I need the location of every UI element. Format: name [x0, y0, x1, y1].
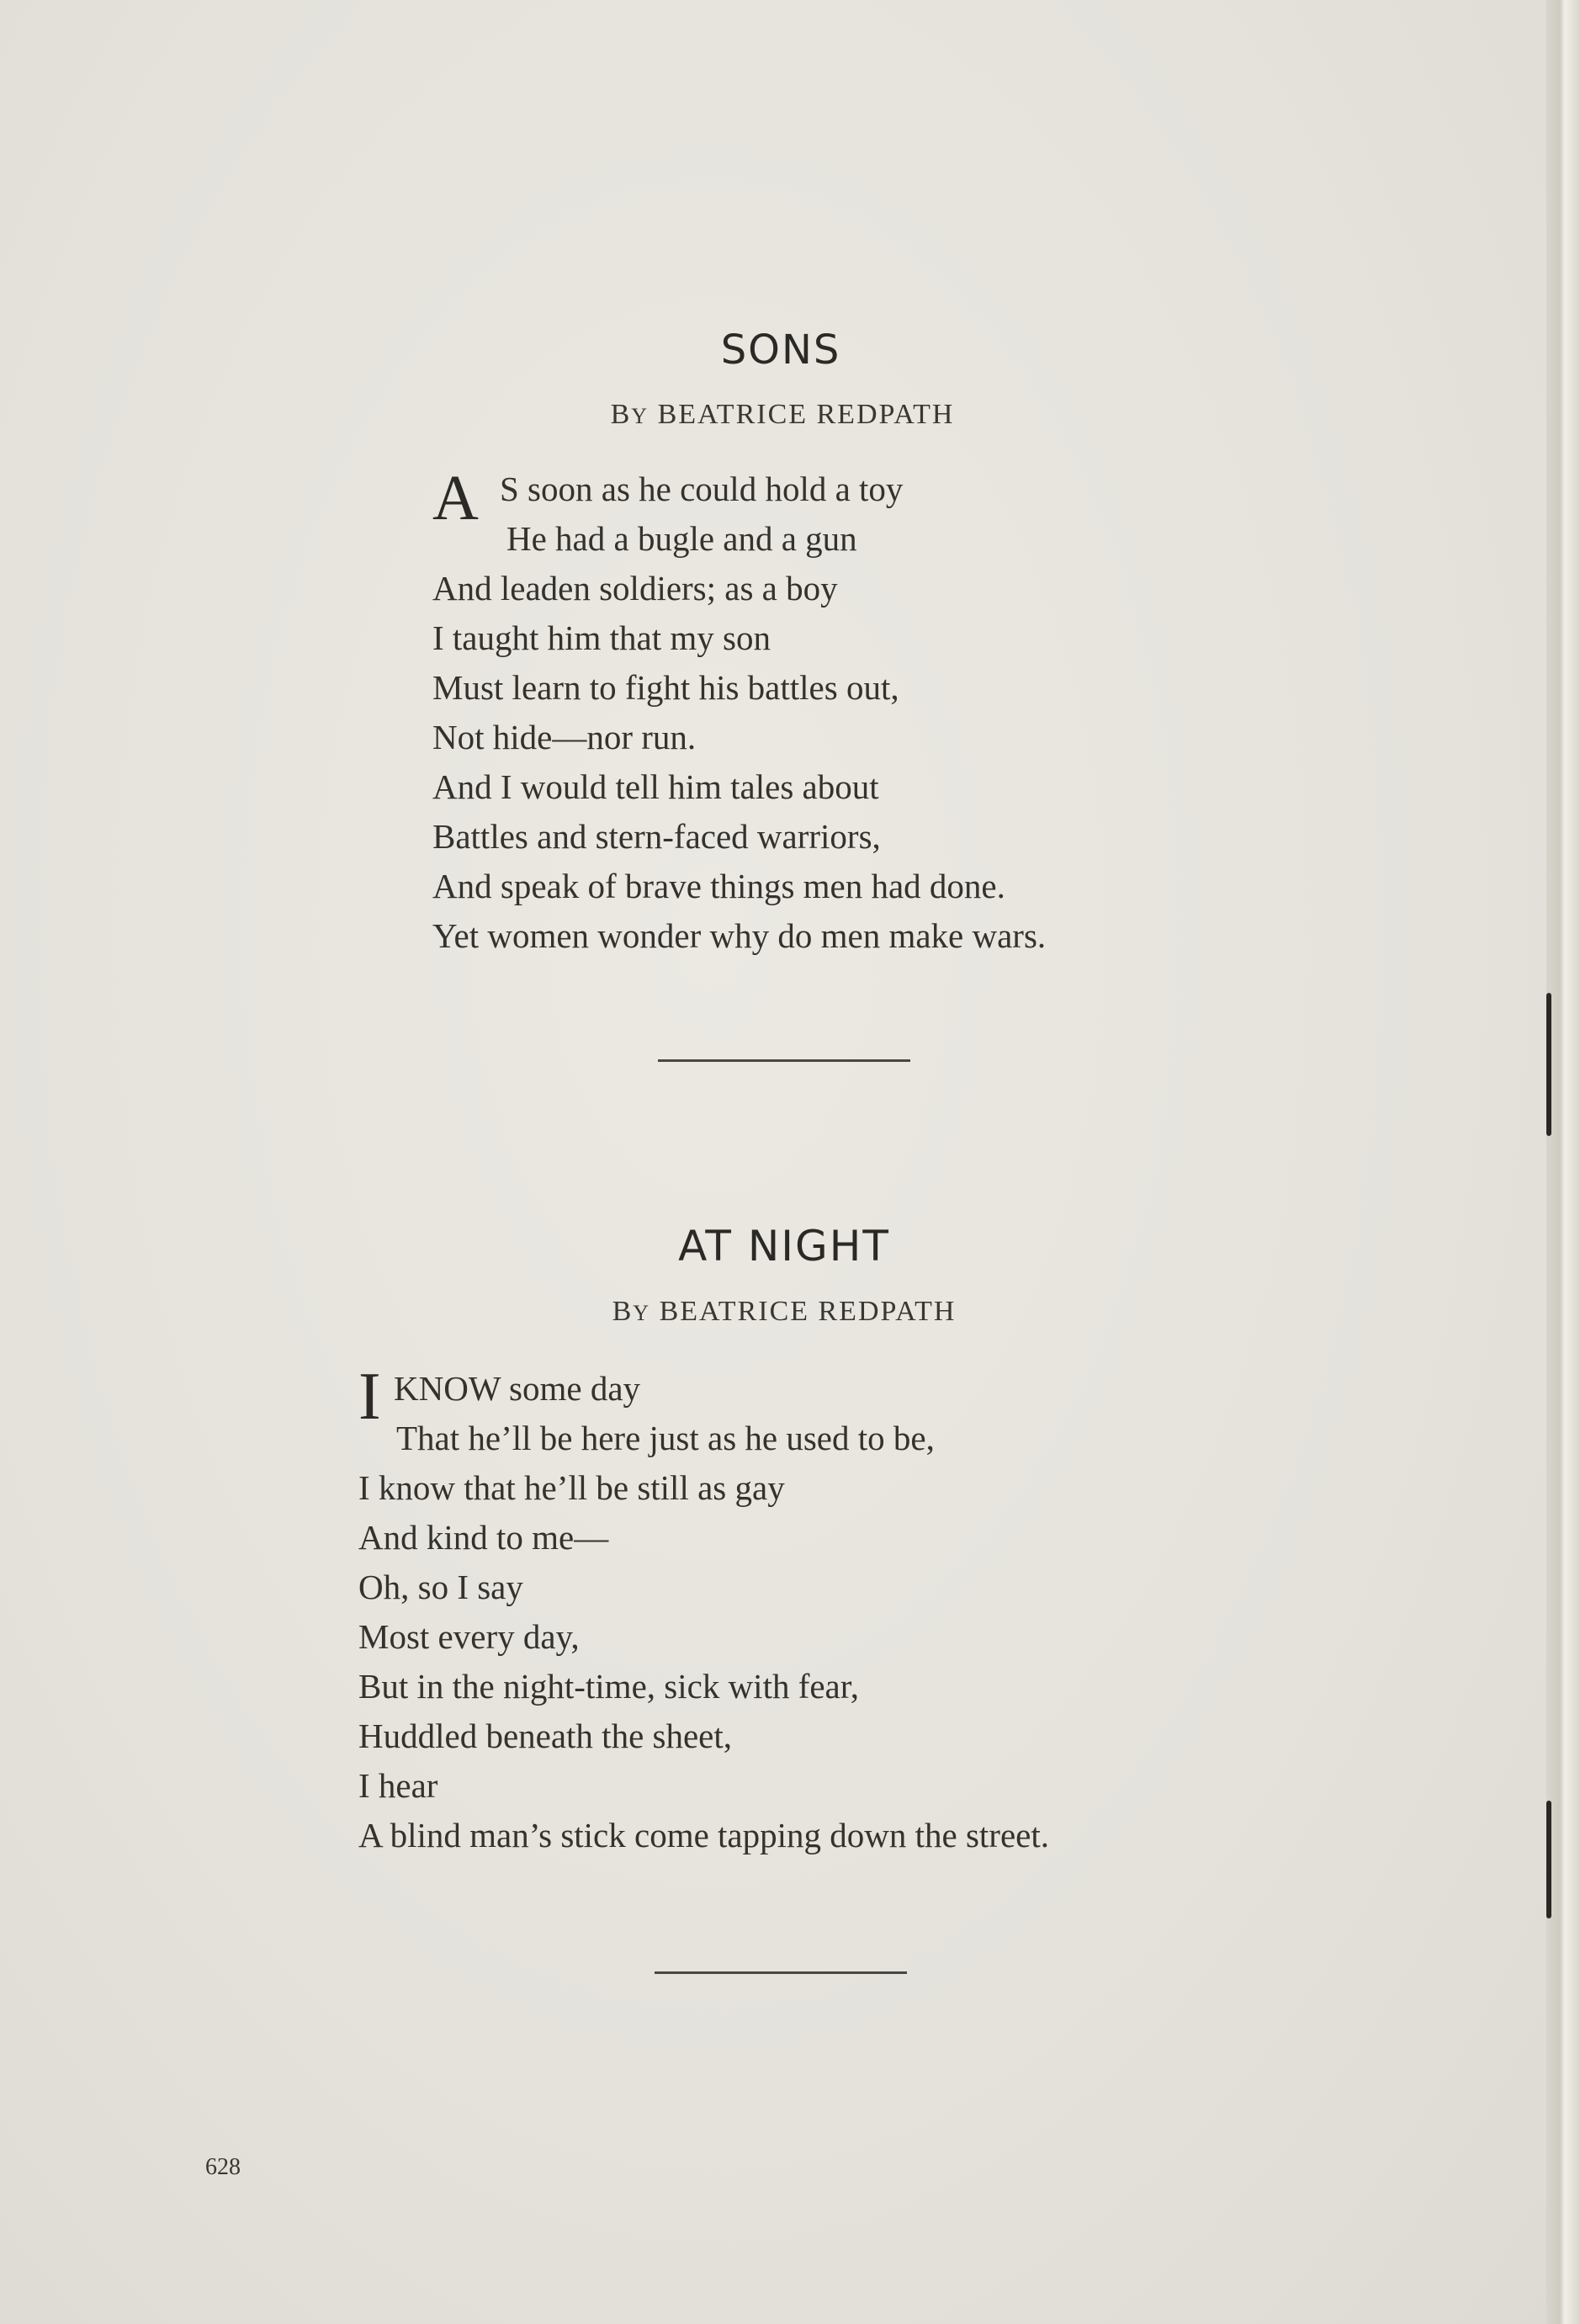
- poem-body: [432, 464, 1046, 961]
- byline-author: BEATRICE REDPATH: [657, 399, 955, 430]
- poem-line: Huddled beneath the sheet,: [358, 1716, 733, 1755]
- poem-line: A blind man’s stick come tapping down the street.: [358, 1816, 1050, 1854]
- section-divider: [655, 1971, 907, 1974]
- poem-line: Not hide—nor run.: [432, 718, 697, 756]
- drop-cap: I: [358, 1360, 381, 1434]
- poem-line: And speak of brave things men had done.: [432, 867, 1005, 905]
- poem-line: Yet women wonder why do men make wars.: [432, 916, 1047, 955]
- poem-line: But in the night-time, sick with fear,: [358, 1667, 860, 1706]
- poem-line: S soon as he could hold a toy: [500, 470, 904, 508]
- page-edge-shadow: [1546, 1801, 1551, 1918]
- page-number: 628: [205, 2154, 241, 2180]
- poem-line: He had a bugle and a gun: [506, 519, 857, 558]
- poem-line: Battles and stern-faced warriors,: [432, 817, 881, 856]
- page-edge-shadow: [1546, 993, 1551, 1136]
- byline-by-first: B: [612, 1296, 634, 1327]
- byline-by-first: B: [610, 399, 632, 430]
- poem-line: I hear: [358, 1766, 438, 1805]
- poem-line: I know that he’ll be still as gay: [358, 1468, 785, 1507]
- byline-author: BEATRICE REDPATH: [659, 1296, 957, 1327]
- poem-line: And I would tell him tales about: [432, 767, 879, 806]
- poem-line: KNOW some day: [394, 1369, 641, 1408]
- page-edge: [1546, 0, 1580, 2324]
- byline-by-rest: Y: [633, 1301, 651, 1325]
- drop-cap: A: [432, 463, 479, 533]
- poem-body: [358, 1360, 1050, 1860]
- section-divider: [658, 1059, 910, 1062]
- byline-by-rest: Y: [631, 404, 649, 428]
- poem-title: SONS: [720, 326, 841, 374]
- poem-line: And leaden soldiers; as a boy: [432, 569, 838, 608]
- poem-line: That he’ll be here just as he used to be,: [396, 1419, 935, 1457]
- poem-line: Must learn to fight his battles out,: [432, 668, 899, 707]
- poem-title: AT NIGHT: [678, 1222, 890, 1271]
- poem-line: Most every day,: [358, 1617, 580, 1656]
- poem-line: Oh, so I say: [358, 1568, 523, 1606]
- poem-byline: [611, 399, 955, 431]
- poem-line: I taught him that my son: [432, 618, 771, 657]
- poem-byline: [612, 1296, 957, 1328]
- poem-line: And kind to me—: [358, 1518, 609, 1557]
